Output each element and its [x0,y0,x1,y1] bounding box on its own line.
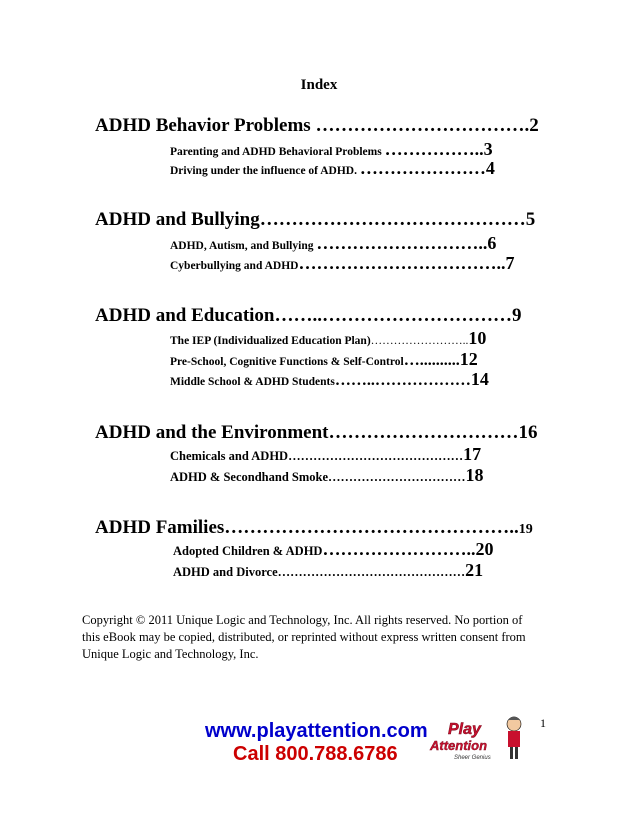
heading-page: 16 [518,422,538,443]
item-page: 4 [485,158,495,178]
item-dots: …………………………….. [298,253,506,273]
item-page: 6 [487,233,497,253]
heading-page: 2 [529,115,539,136]
item-label: Pre-School, Cognitive Functions & Self-Control [170,356,404,368]
website-link[interactable]: www.playattention.com [205,720,428,742]
item-label: ADHD & Secondhand Smoke [170,470,329,484]
item-dots: …………………….. [322,539,476,559]
toc-item[interactable] [170,444,481,465]
item-page: 7 [505,253,515,273]
toc-heading-bullying[interactable] [95,209,535,231]
item-label: Middle School & ADHD Students [170,376,335,388]
heading-dots: ……………………………………….. [224,517,519,538]
toc-item[interactable] [170,349,478,370]
item-page: 10 [468,328,487,348]
toc-heading-behavior[interactable] [95,115,539,137]
item-label: Parenting and ADHD Behavioral Problems [170,146,382,158]
item-dots: …………….. [384,139,484,159]
item-page: 21 [465,560,484,580]
toc-item[interactable] [170,369,489,390]
svg-text:Attention: Attention [430,738,488,753]
heading-page: 9 [512,305,522,326]
copyright-notice: Copyright © 2011 Unique Logic and Technology, Inc. All rights reserved. No portion of this eBook may be copied, distributed, or reprinted without express written consent from Unique Logic and Technology, Inc. [82,613,526,661]
toc-heading-environment[interactable] [95,422,537,444]
heading-dots: ……………………………. [315,115,530,136]
item-dots: ………………… [359,158,486,178]
page-title: Index [300,77,338,93]
item-page: 12 [459,349,478,369]
play-attention-logo [428,712,528,767]
heading-label: ADHD and Bullying [95,209,260,230]
page-number: 1 [540,716,546,730]
heading-dots: ……..………………………… [274,305,512,326]
svg-text:Play: Play [448,721,481,738]
item-label: ADHD and Divorce [173,565,278,579]
toc-item[interactable] [173,560,483,581]
item-dots: …………………………………… [288,449,464,463]
svg-text:Sheer Genius: Sheer Genius [454,755,491,761]
toc-item[interactable] [173,539,493,560]
item-dots: …………………………… [328,470,466,484]
heading-label: ADHD and Education [95,305,275,326]
item-page: 20 [475,539,494,559]
toc-item[interactable] [170,328,486,349]
heading-page: 5 [525,209,536,230]
item-label: Adopted Children & ADHD [173,544,323,558]
heading-label: ADHD Behavior Problems [95,115,311,136]
heading-dots: ………………………… [328,422,519,443]
item-dots: ….......... [403,352,460,369]
heading-page: 19 [518,522,533,537]
phone-number: Call 800.788.6786 [233,743,398,765]
item-page: 18 [465,465,484,485]
item-dots: ……………………….. [316,233,488,253]
heading-label: ADHD Families [95,517,225,538]
toc-item[interactable] [170,253,514,274]
toc-heading-families[interactable] [95,517,533,539]
toc-item[interactable] [170,139,493,160]
item-label: Driving under the influence of ADHD. [170,165,357,177]
item-page: 14 [470,369,489,389]
item-label: Cyberbullying and ADHD [170,260,299,272]
item-page: 3 [483,139,493,159]
item-label: The IEP (Individualized Education Plan) [170,335,371,347]
item-label: ADHD, Autism, and Bullying [170,240,314,252]
toc-item[interactable] [170,158,495,179]
item-label: Chemicals and ADHD [170,449,289,463]
toc-item[interactable] [170,465,484,486]
item-page: 17 [463,444,482,464]
heading-label: ADHD and the Environment [95,422,329,443]
item-dots: ……..……………… [334,372,471,389]
toc-heading-education[interactable] [95,305,522,327]
item-dots: ……………………………………… [277,565,466,579]
toc-item[interactable] [170,233,496,254]
heading-dots: …………………………………… [259,209,526,230]
item-dots: …………………….. [370,335,469,347]
